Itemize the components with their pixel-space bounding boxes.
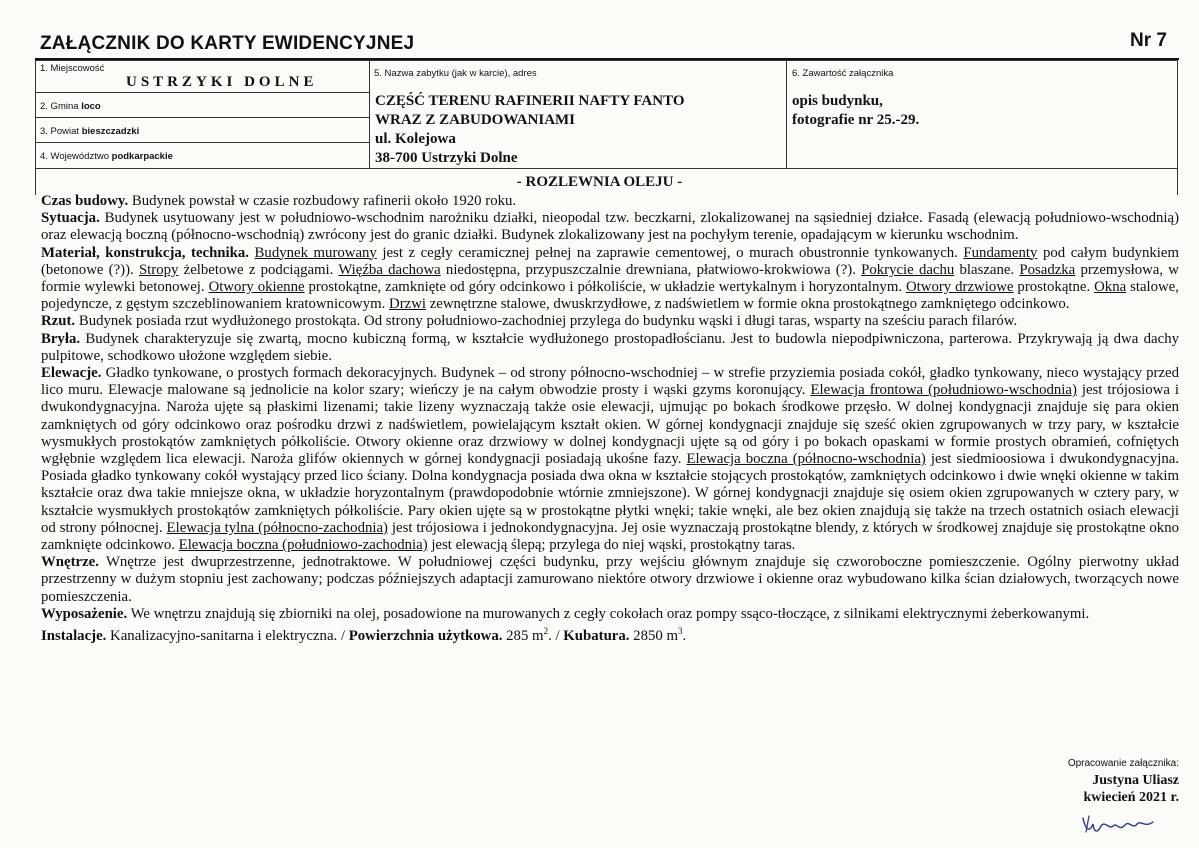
author-caption: Opracowanie załącznika: xyxy=(1067,758,1179,769)
nazwa-line-4: 38-700 Ustrzyki Dolne xyxy=(375,150,518,166)
paragraph-material: Materiał, konstrukcja, technika. Budynek murowany jest z cegły ceramicznej pełnej na zaprawie cementowej, o murach obustronnie tynkowanych. Fundamenty pod całym budynkiem (betonowe (?)). Stropy żelbetowe z podciągami. Więźba dachowa niedostępna, przypuszczalnie drewniana, płatwiowo-krokwiowa (?). Pokrycie dachu blaszane. Posadzka przemysłowa, w formie wylewki betonowej. Otwory okienne prostokątne, zamknięte od góry odcinkowo i półkoliście, w układzie wertykalnym i horyzontalnym. Otwory drzwiowe prostokątne. Okna stalowe, pojedyncze, z gęstym szczeblinowaniem kratownicowym. Drzwi zewnętrzne stalowe, dwuskrzydłowe, z nadświetlem w formie okna prostokątnego zamkniętego odcinkowo. xyxy=(41,244,1180,313)
field-zawartosc xyxy=(786,60,1178,169)
field-powiat xyxy=(35,117,370,143)
paragraph-elewacje: Elewacje. Gładko tynkowane, o prostych formach dekoracyjnych. Budynek – od strony północno-wschodniej – w strefie przyziemia posiada cokół, gładko tynkowany, nieco wystający przed lico muru. Elewacje malowane są jednolicie na kolor szary; wieńczy je na całym obwodzie prosty i wąski gzyms koronujący. Elewacja frontowa (południowo-wschodnia) jest trójosiowa i dwukondygnacyjna. Naroża ujęte są płaskimi lizenami; takie lizeny wyznaczają także osie elewacji, ujmując po bokach środkowe przęsło. W dolnej kondygnacji znajduje się para okien zamkniętych od góry odcinkowo oraz pośrodku drzwi z nadświetlem, powielającym kształt okien. W górnej kondygnacji znajduje się sześć okien zgrupowanych w trzy pary, w kształcie wysmukłych prostokątów zamkniętych półkoliście. Otwory okienne oraz drzwiowy w dolnej kondygnacji ujęte są od góry i po bokach opaskami w formie prostych obramień, cofniętych wgłębnie względem lica elewacji. Naroża glifów okiennych w górnej kondygnacji posiadają ukośne fazy. Elewacja boczna (północno-wschodnia) jest siedmioosiowa i dwukondygnacyjna. Posiada gładko tynkowany cokół wystający przed lico ściany. Dolna kondygnacja posiada dwa okna w kształcie stojących prostokątów, zamkniętych odcinkowo i dwie wnęki okienne w takim kształcie oraz dwa takie mniejsze okna, w układzie horyzontalnym (prawdopodobnie wtórnie zmniejszone). W górnej kondygnacji znajduje się osiem okien zgrupowanych w cztery pary, w kształcie wysmukłych prostokątów zamkniętych półkoliście. Pary okien ujęte są w prostokątne płytki wnęki; takie wnęki, ale bez okien znajdują się także na trzech ostatnich osiach elewacji od strony północnej. Elewacja tylna (północno-zachodnia) jest trójosiowa i jednokondygnacyjna. Jej osie wyznaczają prostokątne blendy, z których w środkowej znajduje się prostokątne okno zamknięte odcinkowo. Elewacja boczna (południowo-zachodnia) jest elewacją ślepą; przylega do niej wąski, prostokątny taras. xyxy=(41,365,1180,554)
field-nazwa-zabytku xyxy=(369,60,787,169)
paragraph-instalacje: Instalacje. Kanalizacyjno-sanitarna i elektryczna. / Powierzchnia użytkowa. 285 $m^2$. / Kubatura. 2850 $m^3$. xyxy=(41,626,687,644)
author-block xyxy=(1068,758,1179,806)
author-name: Justyna Uliasz xyxy=(1092,773,1179,788)
zawartosc-label: 6. Zawartość załącznika xyxy=(792,68,894,79)
description-body xyxy=(41,193,1179,645)
nazwa-line-1: CZĘŚĆ TERENU RAFINERII NAFTY FANTO xyxy=(375,93,685,109)
miejscowosc-value: USTRZYKI DOLNE xyxy=(126,74,318,90)
paragraph-rzut: Rzut. Budynek posiada rzut wydłużonego prostokąta. Od strony południowo-zachodniej przylega do budynku wąski i długi taras, wsparty na sześciu parach filarów. xyxy=(41,313,1018,330)
author-date: kwiecień 2021 r. xyxy=(1083,790,1179,805)
document-title: ZAŁĄCZNIK DO KARTY EWIDENCYJNEJ xyxy=(40,33,415,54)
gmina-value: loco xyxy=(81,101,101,112)
zawartosc-line-2: fotografie nr 25.-29. xyxy=(792,112,920,128)
nazwa-label: 5. Nazwa zabytku (jak w karcie), adres xyxy=(374,68,537,79)
nazwa-line-3: ul. Kolejowa xyxy=(375,131,456,147)
paragraph-czas-budowy: Czas budowy. Budynek powstał w czasie rozbudowy rafinerii około 1920 roku. xyxy=(41,193,517,209)
field-gmina xyxy=(35,92,370,118)
powiat-value: bieszczadzki xyxy=(81,126,140,137)
paragraph-bryla: Bryła. Budynek charakteryzuje się zwartą, mocno kubiczną formą, w kształcie wydłużonego prostopadłościanu. Jest to budowla niepodpiwniczona, parterowa. Przykrywają ją dwa dachy pulpitowe, schodkowo ułożone względem siebie. xyxy=(41,330,1179,364)
field-miejscowosc xyxy=(35,60,370,93)
miejscowosc-label: 1. Miejscowość xyxy=(40,63,105,74)
wojewodztwo-label: 4. Województwo xyxy=(40,151,109,162)
wojewodztwo-value: podkarpackie xyxy=(111,151,173,162)
paragraph-sytuacja: Sytuacja. Budynek usytuowany jest w południowo-wschodnim narożniku działki, nieopodal tzw. beczkarni, zlokalizowanej na sąsiedniej działce. Fasadą (elewacją południowo-wschodnią) oraz elewacją boczną (północno-wschodnią) zwrócony jest do granic działki. Budynek zlokalizowany jest na pochyłym terenie, opadającym w kierunku wschodnim. xyxy=(41,210,1179,244)
paragraph-wnetrze: Wnętrze. Wnętrze jest dwuprzestrzenne, jednotraktowe. W południowej części budynku, przy wejściu głównym znajduje się czworoboczne pomieszczenie. Ogólny pierwotny układ przestrzenny w dużym stopniu jest zachowany; podczas późniejszych adaptacji zamurowano niektóre otwory drzwiowe i okienne oraz wybudowano kilka ścian działowych, tworzących nowe pomieszczenia. xyxy=(41,554,1179,605)
nazwa-line-2: WRAZ Z ZABUDOWANIAMI xyxy=(375,112,576,128)
field-wojewodztwo xyxy=(35,142,370,169)
zawartosc-line-1: opis budynku, xyxy=(792,93,883,109)
handwritten-signature xyxy=(1079,812,1159,838)
attachment-number: Nr 7 xyxy=(1130,30,1167,51)
section-title: - ROZLEWNIA OLEJU - xyxy=(516,174,683,190)
paragraph-wyposazenie: Wyposażenie. We wnętrzu znajdują się zbiorniki na olej, posadowione na murowanych z cegły cokołach oraz pompy ssąco-tłoczące, z silnikami elektrycznymi żeberkowanymi. xyxy=(41,605,1090,622)
powiat-label: 3. Powiat xyxy=(40,126,80,137)
gmina-label: 2. Gmina xyxy=(40,101,79,112)
